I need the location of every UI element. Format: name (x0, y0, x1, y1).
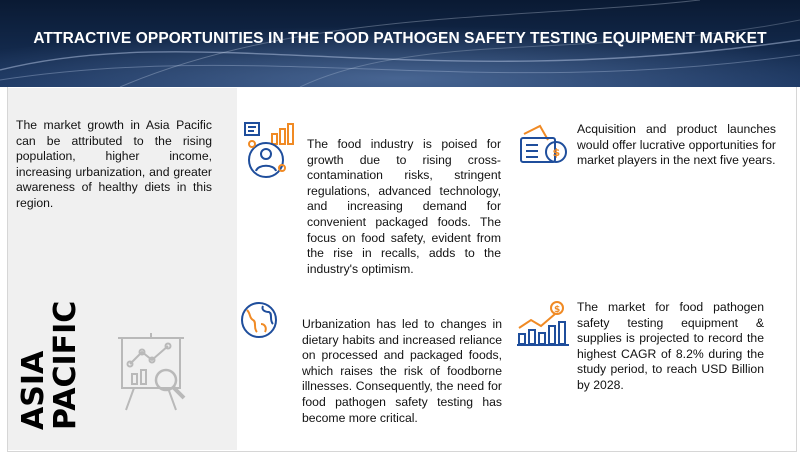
header-banner (0, 0, 800, 87)
svg-text:$: $ (554, 305, 561, 315)
region-label (18, 301, 82, 430)
region-label-line2: PACIFIC (48, 300, 83, 430)
presentation-board-icon (114, 330, 196, 416)
analytics-person-icon (242, 120, 298, 182)
page-title: ATTRACTIVE OPPORTUNITIES IN THE FOOD PATHOGEN SAFETY TESTING EQUIPMENT MARKET (33, 30, 767, 47)
food-industry-text: The food industry is poised for growth due to rising cross-contamination risks, stringent regulations, advanced technology, and increasing demand for convenient packaged foods. The focus on food safety, evident from the rise in recalls, adds to the industry's optimism. (307, 137, 501, 276)
urbanization-text: Urbanization has led to changes in dietary habits and increased reliance on processed and packaged foods, which raises the risk of foodborne illnesses. Consequently, the need for food pathogen safety testing has become more critical. (302, 317, 502, 425)
svg-text:$: $ (552, 146, 561, 159)
money-icon (518, 124, 568, 166)
growth-chart-icon (515, 300, 571, 348)
region-description: The market growth in Asia Pacific can be attributed to the rising population, higher income, increasing urbanization, and greater awareness of healthy diets in this region. (16, 118, 212, 210)
globe-icon (239, 300, 279, 340)
acquisition-text: Acquisition and product launches would offer lucrative opportunities for market players in the next five years. (577, 122, 776, 168)
cagr-text: The market for food pathogen safety testing equipment & supplies is projected to record the highest CAGR of 8.2% during the study period, to reach USD Billion by 2028. (577, 300, 764, 392)
region-label-line1: ASIA (16, 350, 51, 430)
